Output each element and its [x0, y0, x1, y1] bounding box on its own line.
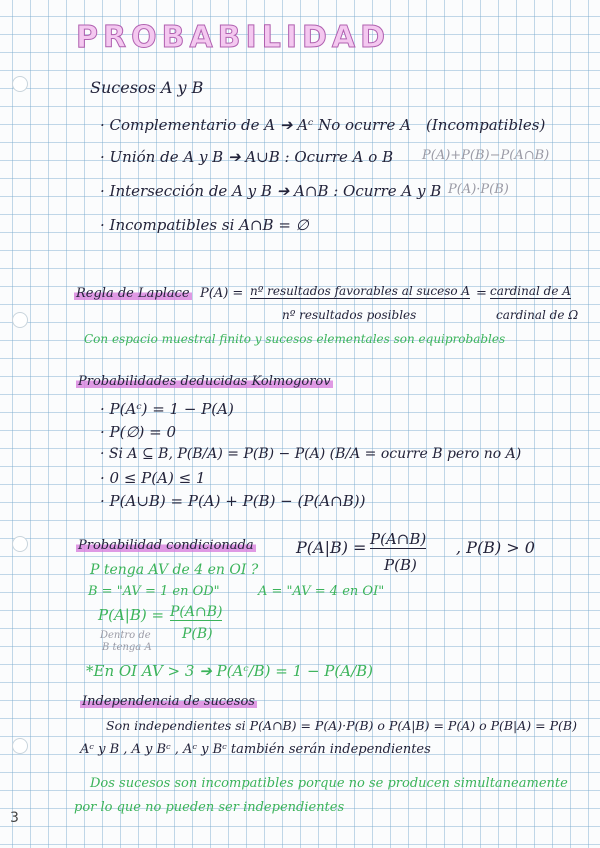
kolmogorov-item: · P(A∪B) = P(A) + P(B) − (P(A∩B)): [100, 492, 366, 510]
sucesos-note: P(A)+P(B)−P(A∩B): [422, 148, 550, 163]
condicionada-example-lhs: P(A|B) =: [98, 606, 165, 624]
punch-hole: [12, 312, 28, 328]
condicionada-example-question: P tenga AV de 4 en OI ?: [90, 562, 259, 578]
kolmogorov-heading-text: Probabilidades deducidas Kolmogorov: [78, 374, 331, 389]
laplace-heading: [74, 286, 192, 301]
condicionada-extra: *En OI AV > 3 ➔ P(Aᶜ/B) = 1 − P(A/B): [86, 662, 373, 680]
laplace-rhs-den: cardinal de Ω: [496, 308, 579, 322]
independencia-heading: [80, 694, 257, 709]
kolmogorov-item: · P(∅) = 0: [100, 423, 177, 441]
laplace-rhs-num-text: cardinal de A: [490, 284, 571, 298]
sucesos-item: · Complementario de A ➔ Aᶜ No ocurre A: [100, 116, 411, 134]
condicionada-formula-num: [370, 530, 426, 549]
sucesos-note: (Incompatibles): [426, 116, 546, 134]
kolmogorov-item: · P(Aᶜ) = 1 − P(A): [100, 400, 234, 418]
page-title: PROBABILIDAD: [76, 20, 391, 55]
condicionada-formula-num-text: P(A∩B): [370, 530, 427, 548]
page-number: 3: [10, 810, 19, 826]
independencia-line-1: Son independientes si P(A∩B) = P(A)·P(B) o P(A|B) = P(A) o P(B|A) = P(B): [106, 718, 577, 733]
sucesos-item: · Unión de A y B ➔ A∪B : Ocurre A o B: [100, 148, 394, 166]
sucesos-item: · Incompatibles si A∩B = ∅: [100, 216, 309, 234]
punch-hole: [12, 536, 28, 552]
condicionada-gray-note: Dentro de: [100, 630, 151, 641]
condicionada-formula-cond: , P(B) > 0: [456, 538, 535, 557]
laplace-numerator: [250, 284, 470, 299]
laplace-denominator: nº resultados posibles: [282, 308, 417, 322]
kolmogorov-heading: [76, 374, 333, 389]
condicionada-example-den: P(B): [182, 626, 213, 642]
independencia-green-1: Dos sucesos son incompatibles porque no se producen simultaneamente: [90, 776, 568, 791]
kolmogorov-item: · Si A ⊆ B, P(B/A) = P(B) − P(A) (B/A = ocurre B pero no A): [100, 446, 522, 462]
sucesos-heading: Sucesos A y B: [90, 78, 204, 97]
condicionada-gray-note: B tenga A: [102, 642, 152, 653]
sucesos-item: · Intersección de A y B ➔ A∩B : Ocurre A y B: [100, 182, 442, 200]
laplace-note: Con espacio muestral finito y sucesos elementales son equiprobables: [84, 332, 506, 346]
condicionada-def-a: A = "AV = 4 en OI": [258, 584, 385, 599]
condicionada-heading-text: Probabilidad condicionada: [78, 538, 254, 553]
punch-hole: [12, 738, 28, 754]
condicionada-formula-lhs: P(A|B) =: [296, 538, 367, 557]
laplace-numerator-text: nº resultados favorables al suceso A: [250, 284, 471, 298]
condicionada-heading: [76, 538, 256, 553]
condicionada-example-num: [170, 604, 222, 621]
punch-hole: [12, 76, 28, 92]
kolmogorov-item: · 0 ≤ P(A) ≤ 1: [100, 469, 206, 487]
laplace-lhs: P(A) =: [200, 286, 244, 301]
laplace-rhs-num: [490, 284, 571, 299]
sucesos-note: P(A)·P(B): [448, 182, 509, 197]
laplace-heading-text: Regla de Laplace: [76, 286, 190, 301]
independencia-green-2: por lo que no pueden ser independientes: [74, 800, 345, 815]
independencia-heading-text: Independencia de sucesos: [82, 694, 255, 709]
laplace-equals: =: [476, 286, 487, 301]
independencia-line-2: Aᶜ y B , A y Bᶜ , Aᶜ y Bᶜ también serán independientes: [80, 742, 431, 757]
condicionada-def-b: B = "AV = 1 en OD": [88, 584, 220, 599]
condicionada-formula-den: P(B): [384, 556, 417, 574]
condicionada-example-num-text: P(A∩B): [170, 604, 223, 620]
